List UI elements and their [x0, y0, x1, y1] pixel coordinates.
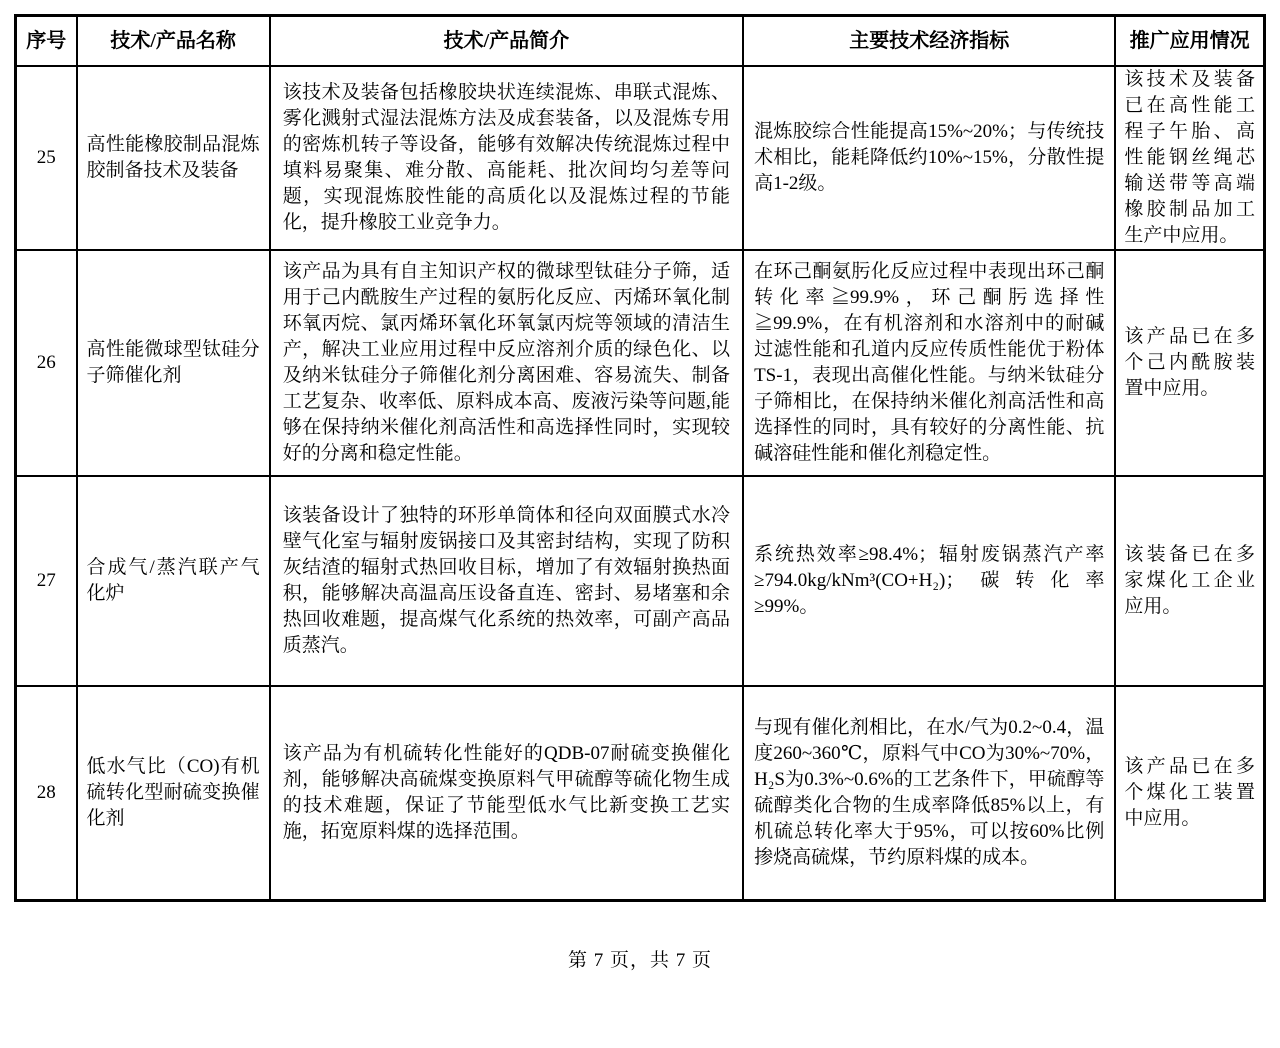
- application-text: 该技术及装备已在高性能工程子午胎、高性能钢丝绳芯输送带等高端橡胶制品加工生产中应用。: [1115, 66, 1264, 250]
- indicators-text: 混炼胶综合性能提高15%~20%；与传统技术相比，能耗降低约10%~15%，分散性提高1-2级。: [743, 66, 1115, 250]
- product-name: 高性能橡胶制品混炼胶制备技术及装备: [77, 66, 270, 250]
- row-serial-number: 25: [16, 66, 77, 250]
- table-row: [16, 476, 1265, 686]
- table-row: [16, 250, 1265, 476]
- indicators-text: 系统热效率≥98.4%；辐射废锅蒸汽产率≥794.0kg/kNm³(CO+H₂)；碳转化率≥99%。: [743, 476, 1115, 686]
- application-text: 该装备已在多家煤化工企业应用。: [1115, 476, 1264, 686]
- row-serial-number: 28: [16, 686, 77, 901]
- product-name: 低水气比（CO)有机硫转化型耐硫变换催化剂: [77, 686, 270, 901]
- table-row: [16, 686, 1265, 901]
- row-serial-number: 27: [16, 476, 77, 686]
- header-product-intro: 技术/产品简介: [270, 16, 743, 66]
- header-indicators: 主要技术经济指标: [743, 16, 1115, 66]
- header-product-name: 技术/产品名称: [77, 16, 270, 66]
- product-intro: 该技术及装备包括橡胶块状连续混炼、串联式混炼、雾化溅射式湿法混炼方法及成套装备，以及混炼专用的密炼机转子等设备，能够有效解决传统混炼过程中填料易聚集、难分散、高能耗、批次间均匀差等问题，实现混炼胶性能的高质化以及混炼过程的节能化，提升橡胶工业竞争力。: [270, 66, 743, 250]
- application-text: 该产品已在多个煤化工装置中应用。: [1115, 686, 1264, 901]
- indicators-text: 与现有催化剂相比，在水/气为0.2~0.4，温度260~360℃，原料气中CO为30%~70%，H₂S为0.3%~0.6%的工艺条件下，甲硫醇等硫醇类化合物的生成率降低85%以上，有机硫总转化率大于95%，可以按60%比例掺烧高硫煤，节约原料煤的成本。: [743, 686, 1115, 901]
- product-intro: 该产品为有机硫转化性能好的QDB-07耐硫变换催化剂，能够解决高硫煤变换原料气甲硫醇等硫化物生成的技术难题，保证了节能型低水气比新变换工艺实施，拓宽原料煤的选择范围。: [270, 686, 743, 901]
- product-name: 合成气/蒸汽联产气化炉: [77, 476, 270, 686]
- table-row: [16, 66, 1265, 250]
- product-intro: 该产品为具有自主知识产权的微球型钛硅分子筛，适用于己内酰胺生产过程的氨肟化反应、丙烯环氧化制环氧丙烷、氯丙烯环氧化环氧氯丙烷等领域的清洁生产，解决工业应用过程中反应溶剂介质的绿色化、以及纳米钛硅分子筛催化剂分离困难、容易流失、制备工艺复杂、收率低、原料成本高、废液污染等问题,能够在保持纳米催化剂高活性和高选择性同时，实现较好的分离和稳定性能。: [270, 250, 743, 476]
- indicators-text: 在环己酮氨肟化反应过程中表现出环己酮转化率≧99.9%，环己酮肟选择性≧99.9%，在有机溶剂和水溶剂中的耐碱过滤性能和孔道内反应传质性能优于粉体TS-1，表现出高催化性能。与纳米钛硅分子筛相比，在保持纳米催化剂高活性和高选择性的同时，具有较好的分离性能、抗碱溶硅性能和催化剂稳定性。: [743, 250, 1115, 476]
- header-serial-number: 序号: [16, 16, 77, 66]
- row-serial-number: 26: [16, 250, 77, 476]
- page-footer: 第 7 页，共 7 页: [567, 950, 712, 971]
- product-name: 高性能微球型钛硅分子筛催化剂: [77, 250, 270, 476]
- application-text: 该产品已在多个己内酰胺装置中应用。: [1115, 250, 1264, 476]
- tech-products-table: [14, 14, 1266, 902]
- product-intro: 该装备设计了独特的环形单筒体和径向双面膜式水冷壁气化室与辐射废锅接口及其密封结构，实现了防积灰结渣的辐射式热回收目标，增加了有效辐射换热面积，能够解决高温高压设备直连、密封、易堵塞和余热回收难题，提高煤气化系统的热效率，可副产高品质蒸汽。: [270, 476, 743, 686]
- header-application: 推广应用情况: [1115, 16, 1264, 66]
- table-header-row: [16, 16, 1265, 66]
